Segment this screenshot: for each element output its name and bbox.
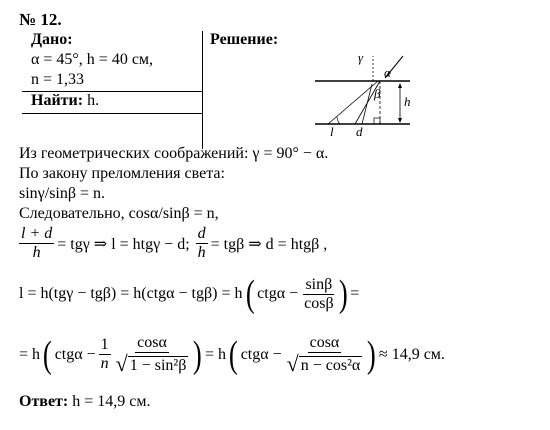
fraction-denominator: h (197, 244, 206, 261)
equation-2-part-1: l = h(tgγ − tgβ) = h(ctgα − tgβ) = h (19, 285, 243, 302)
fraction-l-plus-d-over-h (19, 225, 54, 262)
close-paren: ) (193, 333, 203, 376)
fraction-numerator: d (197, 225, 206, 242)
fraction-denominator: cosβ (304, 294, 334, 312)
solution-label: Решение: (210, 31, 279, 48)
given-line-1: α = 45°, h = 40 см, (31, 51, 154, 68)
fraction-sin-over-cos (302, 276, 335, 313)
find-block (31, 92, 99, 110)
fraction-numerator: cosα (309, 334, 340, 351)
close-paren: ) (367, 333, 377, 376)
close-paren: ) (338, 273, 348, 315)
answer (19, 393, 150, 411)
fraction-numerator: cosα (137, 334, 167, 351)
equation-3-inner-2: ctgα − (240, 345, 282, 363)
sqrt-sign: √ (286, 351, 299, 376)
equation-3-mid: = h (205, 345, 227, 363)
open-paren: ( (245, 273, 255, 315)
sqrt-radicand: n − cos²α (300, 357, 361, 374)
equation-2-end: = (350, 285, 360, 302)
equation-3-inner-1: ctgα − (54, 345, 96, 363)
label-beta: β (374, 86, 381, 101)
label-alpha: α (384, 65, 391, 80)
given-line-2: n = 1,33 (31, 71, 85, 88)
answer-label: Ответ: (19, 393, 69, 410)
find-label: Найти: (31, 92, 84, 109)
equation-1-part-1: = tgγ ⇒ l = htgγ − d; (57, 235, 190, 253)
label-gamma: γ (358, 50, 364, 65)
equation-2 (19, 275, 359, 313)
equation-3 (19, 334, 445, 375)
find-divider (22, 113, 202, 114)
sqrt-radicand: 1 − sin²β (129, 357, 187, 374)
fraction-cos-over-sqrt-2 (285, 334, 365, 375)
equation-3-start: = h (19, 345, 41, 363)
equation-2-inner: ctgα − (257, 285, 299, 302)
fraction-numerator: l + d (21, 225, 53, 242)
fraction-d-over-h (196, 225, 208, 262)
label-l: l (330, 124, 334, 139)
equation-1 (19, 225, 327, 262)
fraction-cos-over-sqrt (114, 334, 191, 375)
open-paren: ( (42, 333, 52, 376)
label-h: h (404, 94, 411, 109)
text-line-2: По закону преломления света: (19, 165, 225, 182)
fraction-denominator: h (32, 244, 41, 261)
sqrt-expression (114, 353, 191, 375)
open-paren: ( (228, 333, 238, 376)
fraction-numerator: sinβ (305, 275, 333, 293)
problem-number: № 12. (19, 10, 62, 29)
text-line-1: Из геометрических соображений: γ = 90° − α. (19, 145, 329, 162)
sqrt-sign: √ (115, 351, 128, 376)
text-line-4: Следовательно, cosα/sinβ = n, (19, 205, 219, 222)
answer-value: h = 14,9 см. (72, 393, 151, 410)
fraction-one-over-n (99, 336, 111, 373)
equation-3-result: ≈ 14,9 см. (378, 345, 445, 363)
fraction-numerator: 1 (100, 336, 109, 353)
text-line-3: sinγ/sinβ = n. (19, 185, 106, 202)
find-value: h. (87, 92, 100, 109)
sqrt-expression (285, 353, 365, 375)
fraction-denominator: n (100, 355, 109, 372)
equation-1-part-2: = tgβ ⇒ d = htgβ , (210, 235, 328, 253)
column-divider (202, 31, 203, 149)
given-label: Дано: (31, 31, 73, 48)
label-d: d (356, 124, 363, 139)
